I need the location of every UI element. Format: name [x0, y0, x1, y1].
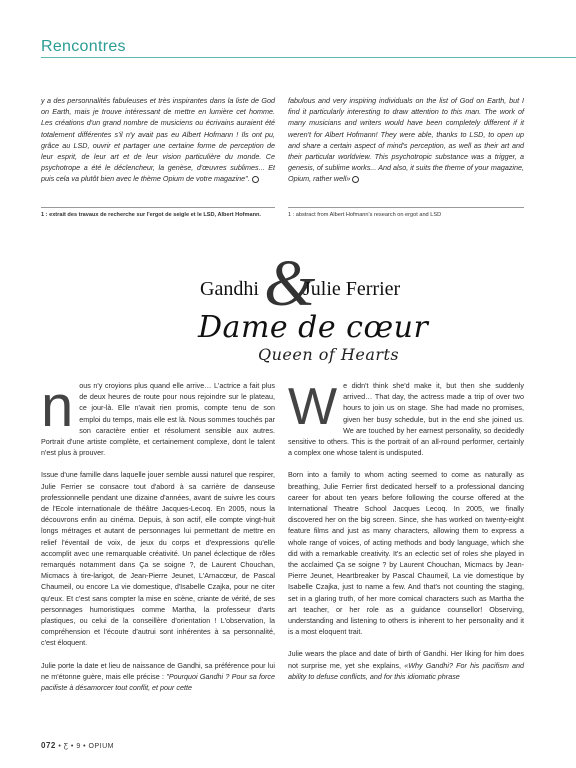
paragraph-en-2: Born into a family to whom acting seemed to come as naturally as breathing, Julie Ferrier first dedicated herself to a professional dancing career for about ten years before following the course offered at the International Theatre School Jacques Lecoq. In 2005, we finally discovered her on the big screen. Since, she has worked on twenty-eight feature films and just as many characters, allowing them to express a whole range of voices, of acting methods and body language, which she did with a remarkable creativity. It's an eclectic set of roles she played in the acclaimed Ça se soigne ? by Laurent Chouchan, Micmacs by Jean-Pierre Jeunet, Heartbreaker by Pascal Chaumeil, La vie domestique by Isabelle Czajka, just to name a few. And that's not counting the staging, set in a glaring truth, of her more comical characters such as Martha the art teacher, or her role as a guidance counsellor! Observing, understanding and listening to others is inherent to her personality and it is a most eloquent trait.: [288, 470, 524, 637]
article-en: [288, 380, 524, 682]
article-fr: [41, 374, 276, 693]
page-folio: [41, 741, 114, 750]
section-title: Rencontres: [41, 38, 126, 55]
end-mark-icon: [252, 176, 259, 183]
paragraph-en-3: Julie wears the place and date of birth of Gandhi. Her liking for him does not surprise me, yet she explains, «Why Gandhi? For his pacifism and ability to defuse conflicts, and for this idiomatic phrase: [288, 649, 525, 681]
title-ampersand: &: [264, 247, 316, 320]
magazine-issue: • Ƹ • 9 • OPIUM: [58, 743, 115, 750]
footnote-en: 1 : abstract from Albert Hofmann's research on ergot and LSD: [288, 212, 442, 218]
footnote-fr: 1 : extrait des travaux de recherche sur l'ergot de seigle et le LSD, Albert Hofmann.: [41, 212, 261, 218]
title-name-gandhi: Gandhi: [200, 278, 259, 300]
footnote-rule-fr: [41, 207, 275, 208]
article-title: Dame de cœur: [198, 310, 429, 345]
paragraph-en-1: We didn't think she'd make it, but then she suddenly arrived… That day, the actress made a trip of over two hours to join us on stage. She had made no promises, given her busy schedule, but in the end she joined us. We are touched by her earnest personality, so decidedly sensitive to others. This is the portrait of an all-round performer, certainly a complex one whose talent is undisputed.: [288, 378, 524, 458]
footnote-rule-en: [288, 207, 524, 208]
page-number: 072: [41, 741, 56, 750]
intro-en: [288, 95, 524, 185]
intro-fr: [41, 95, 275, 185]
section-divider: [41, 57, 576, 58]
paragraph-fr-2: Issue d'une famille dans laquelle jouer semble aussi naturel que respirer, Julie Ferrier se consacre tout d'abord à sa carrière de danseuse professionnelle pendant une dizaine d'années, avant de suivre les cours de l'Ecole internationale de théâtre Jacques-Lecoq. En 2005, nous la découvrons enfin au cinéma. Depuis, à son actif, elle compte vingt-huit longs métrages et autant de personnages lui permettant de mettre en relief l'éventail de voix, de jeux du corps et d'expressions qu'elle accomplit avec une remarquable créativité. Un panel éclectique de rôles remarqués notamment dans Ça se soigne ?, de Laurent Chouchan, Micmacs à tire-larigot, de Jean-Pierre Jeunet, L'Arnacœur, de Pascal Chaumeil, ou encore La vie domestique, d'Isabelle Czajka, pour ne citer qu'eux. Et c'est sans compter la mise en scène, criante de vérité, de ses personnages humoristiques comme Martha, la professeur d'arts plastiques, ou celui de la conseillère d'orientation ! L'observation, la compréhension et l'écoute d'autrui sont inhérentes à sa personnalité, c'est éloquent.: [41, 470, 275, 648]
dropcap-fr: n: [41, 374, 74, 439]
article-subtitle: Queen of Hearts: [258, 345, 400, 364]
dropcap-en: W: [288, 378, 338, 436]
title-name-julie-ferrier: Julie Ferrier: [303, 278, 401, 300]
paragraph-fr-1: nous n'y croyions plus quand elle arrive… L'actrice a fait plus de deux heures de route pour nous rejoindre sur le plateau, ce jour-là. Elle n'avait rien promis, compte tenu de son emploi du temps, mais elle est là. Nous sommes touchés par son caractère entier et résolument sensible aux autres. Portrait d'une artiste complète, et certainement complexe, dont le talent n'est plus à prouver.: [41, 374, 275, 458]
intro-en-text: fabulous and very inspiring individuals on the list of God on Earth, but I find it particularly interesting to draw attention to this man. The work of many musicians and writers would have been completely different if it weren't for Albert Hofmann! They were able, thanks to LSD, to open up and share a certain aspect of mind's perception, as well as their art and their particular worldview. This psychotropic substance was a trigger, a genesis, of sublime works... And also, it suits the theme of your magazine, Opium, rather well»: [288, 96, 524, 184]
intro-fr-text: y a des personnalités fabuleuses et très inspirantes dans la liste de God on Earth, mais je trouve intéressant de mettre en lumière cet homme. Les créations d'un grand nombre de musiciens ou écrivains auraient été totalement différentes s'il n'y avait pas eu Albert Hofmann ! Ils ont pu, grâce au LSD, ouvrir et partager une certaine forme de perception de leur esprit, de leur art et de leur vision particulière du monde. Ce psychotrope a été le déclencheur, la genèse, d'œuvres sublimes... Et puis cela va plutôt bien avec le thème Opium de votre magazine".: [41, 96, 275, 184]
paragraph-fr-3: Julie porte la date et lieu de naissance de Gandhi, sa préférence pour lui ne m'étonne guère, mais elle précise : "Pourquoi Gandhi ? Pour sa force pacifiste à désamorcer tout conflit, et pour cette: [41, 660, 276, 693]
end-mark-icon: [352, 176, 359, 183]
